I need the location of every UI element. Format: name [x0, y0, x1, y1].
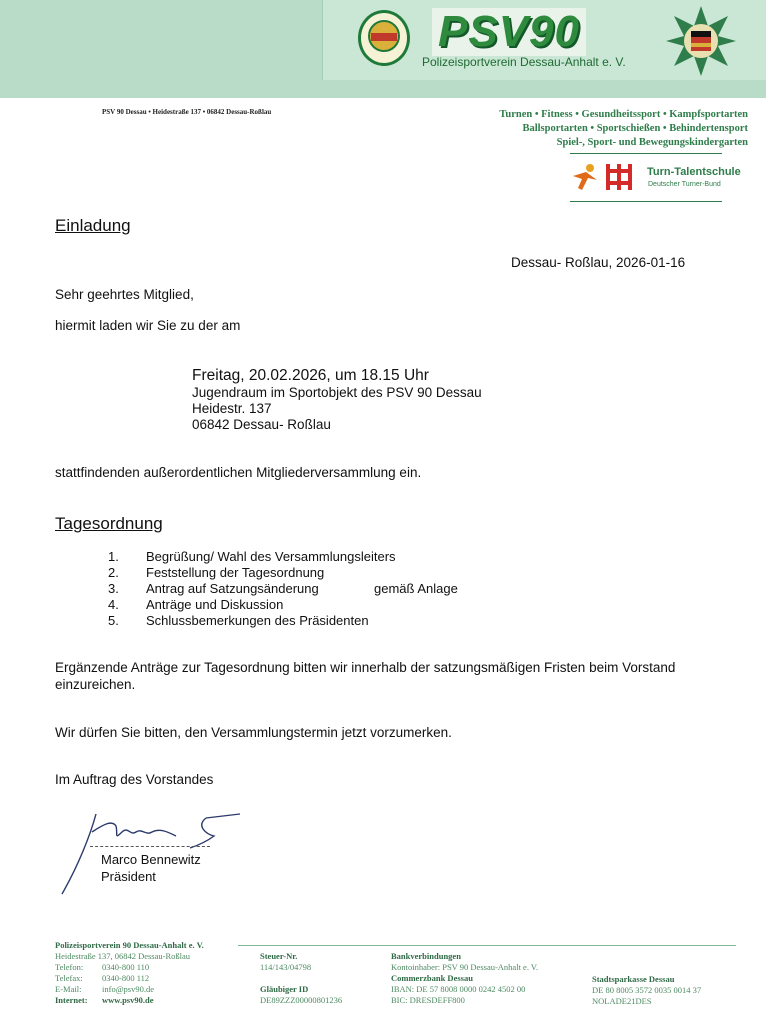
police-star-icon: [664, 4, 738, 78]
sender-address: PSV 90 Dessau • Heidestraße 137 • 06842 Dessau-Roßlau: [102, 108, 272, 116]
agenda-number: 4.: [108, 597, 119, 612]
gymnast-icon: [570, 162, 600, 192]
salutation: Sehr geehrtes Mitglied,: [55, 287, 194, 302]
place-date: Dessau- Roßlau, 2026-01-16: [511, 255, 686, 270]
sports-line: Spiel-, Sport- und Bewegungskindergarten: [556, 137, 748, 148]
agenda-number: 5.: [108, 613, 119, 628]
purpose-text: stattfindenden außerordentlichen Mitgliederversammlung ein.: [55, 465, 422, 480]
footer-club: [55, 940, 204, 1006]
bank-title: Bankverbindungen: [391, 951, 461, 961]
tax-value: 114/143/04798: [260, 962, 312, 972]
signature-line: [90, 846, 210, 847]
tts-subtitle: Deutscher Turner-Bund: [648, 181, 721, 188]
creditor-label: Gläubiger ID: [260, 984, 309, 994]
footer-divider: [238, 945, 736, 946]
agenda-title: Tagesordnung: [55, 514, 163, 533]
divider: [570, 153, 722, 154]
bank-name: Commerzbank Dessau: [391, 973, 473, 983]
divider: [570, 201, 722, 202]
additional-requests-text: Ergänzende Anträge zur Tagesordnung bitten wir innerhalb der satzungsmäßigen Fristen beim Vorstand: [55, 660, 676, 675]
footer-web: [55, 995, 204, 1006]
seal-ribbon: [371, 33, 397, 41]
sports-line: Turnen • Fitness • Gesundheitssport • Kampfsportarten: [499, 109, 748, 120]
web-label: Internet:: [55, 995, 88, 1005]
agenda-number: 1.: [108, 549, 119, 564]
sports-list: [499, 108, 748, 150]
sparkasse-name: Stadtsparkasse Dessau: [592, 974, 675, 984]
event-street: Heidestr. 137: [192, 401, 272, 416]
account-holder: Kontoinhaber: PSV 90 Dessau-Anhalt e. V.: [391, 962, 539, 972]
web-value[interactable]: www.psv90.de: [102, 995, 154, 1005]
reminder-text: Wir dürfen Sie bitten, den Versammlungstermin jetzt vorzumerken.: [55, 725, 452, 740]
footer-phone: [55, 962, 204, 973]
creditor-value: DE89ZZZ00000801236: [260, 995, 343, 1005]
footer-sparkasse: [592, 974, 701, 1007]
phone-value: 0340-800 110: [102, 962, 150, 972]
agenda-number: 3.: [108, 581, 119, 596]
agenda-item: Begrüßung/ Wahl des Versammlungsleiters: [146, 549, 396, 564]
email-label: E-Mail:: [55, 984, 82, 994]
fax-value: 0340-800 112: [102, 973, 150, 983]
sparkasse-iban: DE 80 8005 3572 0035 0014 37: [592, 985, 702, 995]
agenda-number: 2.: [108, 565, 119, 580]
psv90-logo: PSV90: [432, 8, 586, 56]
club-seal-logo: [358, 10, 410, 66]
footer-fax: [55, 973, 204, 984]
dtb-logo-icon: [604, 162, 634, 192]
signer-role: Präsident: [101, 869, 156, 884]
footer-tax: [260, 951, 342, 1006]
sports-line: Ballsportarten • Sportschießen • Behindertensport: [522, 123, 748, 134]
email-value[interactable]: info@psv90.de: [102, 984, 154, 994]
phone-label: Telefon:: [55, 962, 84, 972]
sparkasse-bic: NOLADE21DES: [592, 996, 652, 1006]
event-city: 06842 Dessau- Roßlau: [192, 417, 331, 432]
agenda-item: Anträge und Diskussion: [146, 597, 284, 612]
tts-title: Turn-Talentschule: [647, 166, 741, 178]
agenda-item: Antrag auf Satzungsänderung: [146, 581, 319, 596]
letter-title: Einladung: [55, 216, 131, 235]
footer-bank: [391, 951, 538, 1006]
event-datetime: Freitag, 20.02.2026, um 18.15 Uhr: [192, 367, 429, 384]
additional-requests-text-cont: einzureichen.: [55, 677, 136, 692]
club-name: Polizeisportverein Dessau-Anhalt e. V.: [422, 55, 626, 69]
agenda-item: Feststellung der Tagesordnung: [146, 565, 325, 580]
bank-bic: BIC: DRESDEFF800: [391, 995, 465, 1005]
closing-text: Im Auftrag des Vorstandes: [55, 772, 214, 787]
tax-label: Steuer-Nr.: [260, 951, 298, 961]
agenda-note: gemäß Anlage: [374, 581, 458, 596]
footer-club-name: Polizeisportverein 90 Dessau-Anhalt e. V.: [55, 940, 204, 950]
fax-label: Telefax:: [55, 973, 83, 983]
footer-address: Heidestraße 137, 06842 Dessau-Roßlau: [55, 951, 191, 961]
intro-text: hiermit laden wir Sie zu der am: [55, 318, 241, 333]
event-location: Jugendraum im Sportobjekt des PSV 90 Dessau: [192, 385, 482, 400]
agenda-item: Schlussbemerkungen des Präsidenten: [146, 613, 369, 628]
signer-name: Marco Bennewitz: [101, 852, 201, 867]
bank-iban: IBAN: DE 57 8008 0000 0242 4502 00: [391, 984, 526, 994]
footer-email: [55, 984, 204, 995]
